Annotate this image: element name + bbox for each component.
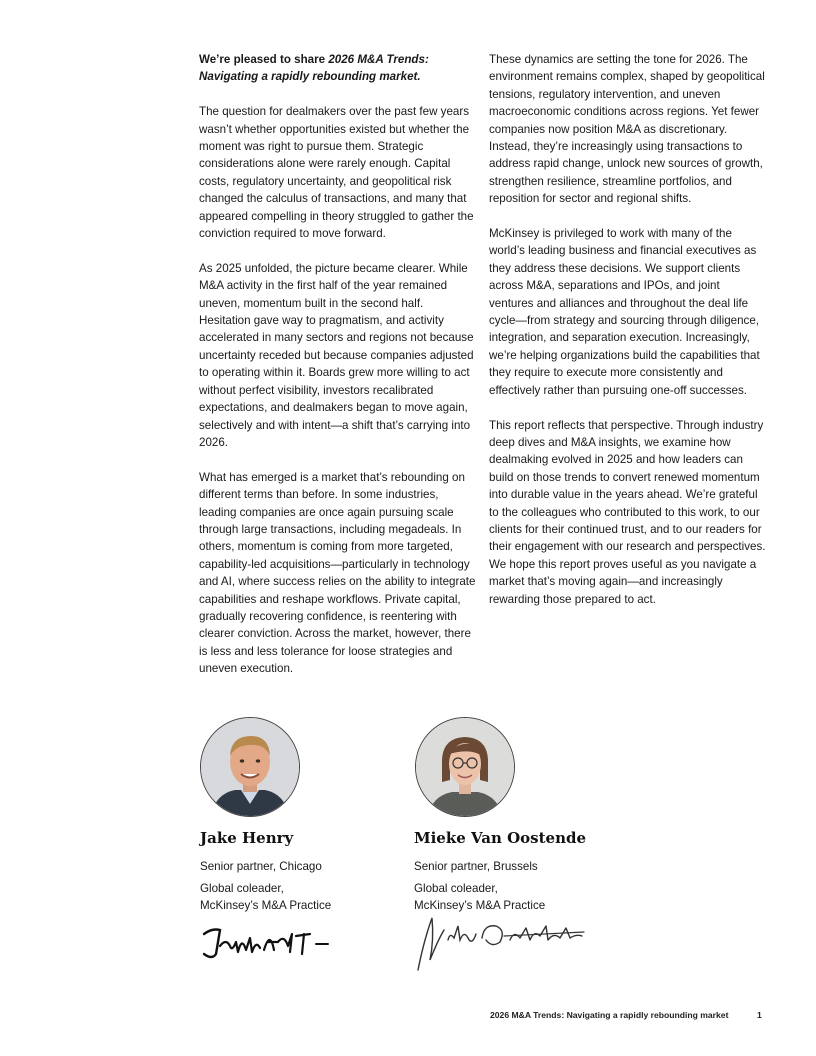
author-title: Senior partner, Brussels bbox=[414, 860, 538, 873]
right-column bbox=[489, 51, 767, 625]
page-number: 1 bbox=[757, 1010, 762, 1020]
intro-report-subtitle: Navigating a rapidly rebounding market. bbox=[199, 70, 421, 84]
body-paragraph: This report reflects that perspective. Through industry deep dives and M&A insights, we examine how dealmaking evolved in 2025 and how leaders can build on those trends to convert renewed momentum into durable value in the years ahead. We’re grateful to the colleagues who contributed to this work, to our clients for their continued trust, and to our readers for their engagement with our research and perspectives. We hope this report proves useful as you navigate a market that’s moving again—and increasingly rewarding those prepared to act. bbox=[489, 418, 766, 606]
body-paragraph: What has emerged is a market that’s rebounding on different terms than before. In some industries, leading companies are once again pursuing scale through large transactions, including megadeals. In others, momentum is coming from more targeted, capability-led acquisitions—particularly in technology and AI, where success relies on the ability to integrate capabilities and reshape workflows. Private capital, gradually recovering confidence, is reentering with clearer conviction. Across the market, however, there is less and less tolerance for loose strategies and uneven execution. bbox=[199, 470, 476, 676]
author-role-line: McKinsey’s M&A Practice bbox=[414, 899, 546, 912]
signature-jake-henry bbox=[198, 920, 338, 964]
intro-report-title: 2026 M&A Trends: bbox=[328, 53, 429, 66]
author-title: Senior partner, Chicago bbox=[200, 860, 322, 873]
intro-line-1 bbox=[199, 51, 477, 68]
body-paragraph: These dynamics are setting the tone for 2026. The environment remains complex, shaped by geopolitical tensions, regulatory intervention, and uneven macroeconomic conditions across regions. Yet fewer companies now position M&A as discretionary. Instead, they’re increasingly using transactions to address rapid change, unlock new sources of growth, strengthen resilience, streamline portfolios, and reposition for sector and regional shifts. bbox=[489, 53, 765, 206]
author-name: Mieke Van Oostende bbox=[414, 829, 587, 847]
author-role-line: Global coleader, bbox=[414, 882, 498, 895]
author-block bbox=[200, 828, 410, 914]
author-role bbox=[414, 880, 624, 914]
intro-heading bbox=[199, 51, 477, 86]
author-photo-jake-henry bbox=[200, 717, 300, 817]
intro-prefix: We’re pleased to share bbox=[199, 53, 329, 66]
footer-report-title: 2026 M&A Trends: Navigating a rapidly rebounding market bbox=[490, 1010, 729, 1020]
signature-mieke-van-oostende bbox=[414, 910, 589, 974]
left-column bbox=[199, 51, 477, 695]
author-photo-mieke-van-oostende bbox=[415, 717, 515, 817]
body-paragraph: The question for dealmakers over the past few years wasn’t whether opportunities existed but whether the moment was right to pursue them. Strategic considerations alone were rarely enough. Capital costs, regulatory uncertainty, and geopolitical risk changed the calculus of transactions, and many that appeared compelling in theory struggled to gather the conviction required to move forward. bbox=[199, 105, 474, 241]
body-paragraph: McKinsey is privileged to work with many of the world’s leading business and financial executives as they address these decisions. We support clients across M&A, separations and IPOs, and joint ventures and alliances and throughout the deal life cycle—from strategy and sourcing through diligence, integration, and separation execution. Increasingly, we’re helping organizations build the capabilities that they require to execute more consistently and effectively rather than pursuing one-off successes. bbox=[489, 227, 760, 397]
body-paragraph: As 2025 unfolded, the picture became clearer. While M&A activity in the first half of the year remained uneven, momentum built in the second half. Hesitation gave way to pragmatism, and activity accelerated in many sectors and regions not because uncertainty receded but because companies adjusted to operating within it. Boards grew more willing to act without perfect visibility, investors recalibrated expectations, and dealmakers began to move again, selectively and with intent—a shift that’s carrying into 2026. bbox=[199, 261, 474, 449]
author-block bbox=[414, 828, 624, 914]
author-role-line: Global coleader, bbox=[200, 882, 284, 895]
author-role-line: McKinsey’s M&A Practice bbox=[200, 899, 332, 912]
author-role bbox=[200, 880, 410, 914]
author-name: Jake Henry bbox=[200, 829, 294, 847]
